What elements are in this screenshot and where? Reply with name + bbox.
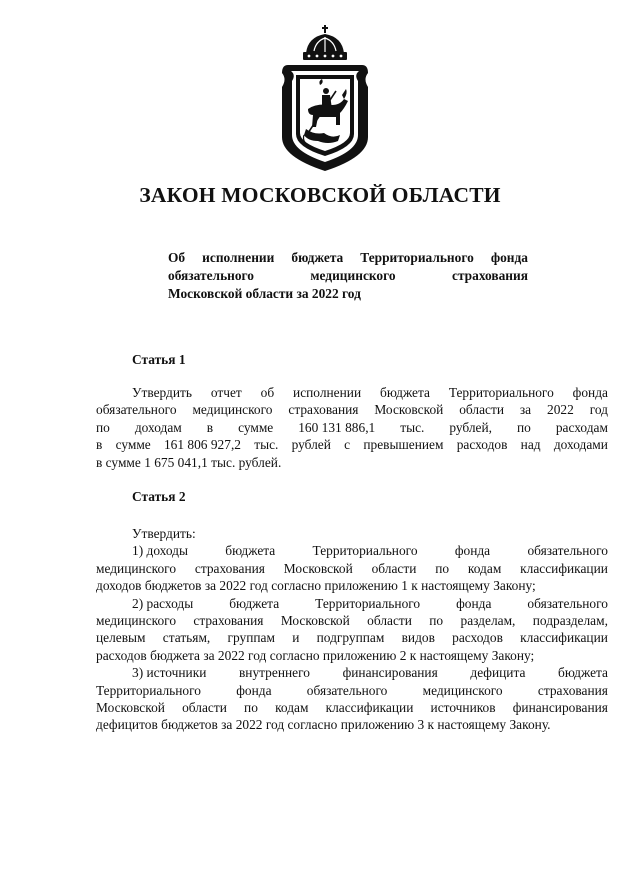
word: по [244, 700, 258, 716]
word: бюджета [225, 543, 276, 559]
word: подгруппам [316, 630, 385, 646]
word: Территориального [96, 682, 201, 698]
text-line: доходов бюджетов за 2022 год согласно приложению 1 к настоящему Закону; [96, 578, 536, 594]
word: и [292, 630, 300, 646]
word: в [206, 419, 214, 435]
word: области [182, 700, 227, 716]
word: расходов [452, 630, 503, 646]
word: 2) расходы [132, 595, 194, 611]
word: исполнении [293, 385, 362, 400]
word: медицинского [422, 682, 503, 698]
text-line: расходов бюджета за 2022 год согласно приложению 2 к настоящему Закону; [96, 647, 535, 663]
word: бюджета [229, 595, 280, 611]
word: доходам [134, 419, 182, 435]
word: Территориального [448, 385, 554, 400]
word: обязательного [527, 543, 608, 559]
word: обязательного [306, 682, 388, 698]
word: фонда [572, 385, 608, 400]
word: Московской [280, 613, 350, 629]
word: 2022 [547, 402, 574, 418]
word: области [371, 560, 417, 576]
word: обязательного [527, 595, 608, 611]
word: по [516, 419, 531, 435]
amount-income: 160 131 886,1 [298, 419, 376, 435]
shield-frame [282, 65, 368, 171]
word: в [96, 437, 103, 453]
word: целевым [96, 630, 146, 646]
word: обязательного [168, 268, 254, 283]
text-line [96, 595, 608, 612]
subject-line: Московской области за 2022 год [168, 286, 361, 301]
word: фонда [490, 250, 528, 265]
word: кодам [467, 560, 502, 576]
word: рублей [291, 437, 331, 453]
text-line [96, 612, 608, 629]
word: исполнении [202, 250, 275, 265]
word: бюджета [380, 385, 430, 400]
article-1-heading: Статья 1 [132, 352, 186, 367]
word: Территориального [312, 543, 418, 559]
word: страхования [288, 402, 359, 418]
word: рублей, [449, 419, 492, 435]
text-line [96, 401, 608, 418]
word: сумме [238, 419, 274, 435]
word: бюджета [558, 665, 608, 681]
word: финансирования [342, 665, 438, 681]
text-line [96, 560, 608, 577]
amount-expenses: 161 806 927,2 [163, 437, 241, 453]
word: Утвердить [132, 385, 192, 400]
article-2-intro: Утвердить: [132, 526, 196, 541]
word: разделам, [460, 613, 516, 629]
word: обязательного [96, 402, 177, 418]
article-1-text [96, 384, 608, 471]
word: области [459, 402, 504, 418]
word: доходами [553, 437, 608, 453]
text-line [96, 436, 608, 453]
word: классификации [520, 560, 608, 576]
subject-line [168, 249, 528, 267]
word: над [520, 437, 541, 453]
word: превышением [363, 437, 444, 453]
word: классификации [325, 700, 414, 716]
word: с [344, 437, 351, 453]
word: медицинского [192, 402, 273, 418]
text-line [96, 682, 608, 699]
word: источников [430, 700, 496, 716]
law-subject-title [168, 249, 528, 303]
word: подразделам, [532, 613, 608, 629]
word: год [589, 402, 608, 418]
word: страхования [537, 682, 608, 698]
word: за [519, 402, 532, 418]
word: расходам [555, 419, 608, 435]
word: бюджета [291, 250, 344, 265]
word: страхования [452, 268, 528, 283]
word: отчет [210, 385, 242, 400]
word: по [435, 560, 450, 576]
word: Московской [96, 700, 165, 716]
word: кодам [275, 700, 309, 716]
word: финансирования [512, 700, 608, 716]
word: фонда [456, 595, 492, 611]
word: области [367, 613, 412, 629]
word: Московской [374, 402, 444, 418]
word: классификации [520, 630, 608, 646]
coat-of-arms-emblem [278, 25, 372, 175]
text-line [96, 664, 608, 681]
word: видов [401, 630, 435, 646]
word: медицинского [96, 613, 177, 629]
subject-line [168, 267, 528, 285]
word: медицинского [96, 560, 177, 576]
article-2-text [96, 525, 608, 734]
word: фонда [236, 682, 272, 698]
word: Об [168, 250, 186, 265]
word: дефицита [470, 665, 526, 681]
word: фонда [454, 543, 491, 559]
word: группам [227, 630, 275, 646]
text-line [96, 542, 608, 559]
word: тыс. [400, 419, 425, 435]
word: тыс. [254, 437, 279, 453]
text-line [96, 629, 608, 646]
text-line: в сумме 1 675 041,1 тыс. рублей. [96, 454, 282, 470]
word: внутреннего [238, 665, 310, 681]
text-line: дефицитов бюджетов за 2022 год согласно приложению 3 к настоящему Закону. [96, 717, 551, 733]
text-line [96, 699, 608, 716]
word: по [429, 613, 444, 629]
word: статьям, [162, 630, 211, 646]
word: 3) источники [132, 665, 207, 681]
text-line [96, 419, 608, 436]
word: об [260, 385, 275, 400]
word: страхования [194, 560, 265, 576]
word: расходов [456, 437, 508, 453]
word: 1) доходы [132, 543, 188, 559]
word: сумме [115, 437, 151, 453]
word: Территориального [315, 595, 421, 611]
crown-icon [303, 25, 347, 60]
text-line [96, 384, 608, 401]
word: страхования [193, 613, 264, 629]
article-2-heading: Статья 2 [132, 489, 186, 504]
law-title: ЗАКОН МОСКОВСКОЙ ОБЛАСТИ [139, 183, 501, 207]
word: Московской [283, 560, 353, 576]
word: Территориального [360, 250, 474, 265]
word: медицинского [310, 268, 396, 283]
word: по [96, 419, 110, 435]
